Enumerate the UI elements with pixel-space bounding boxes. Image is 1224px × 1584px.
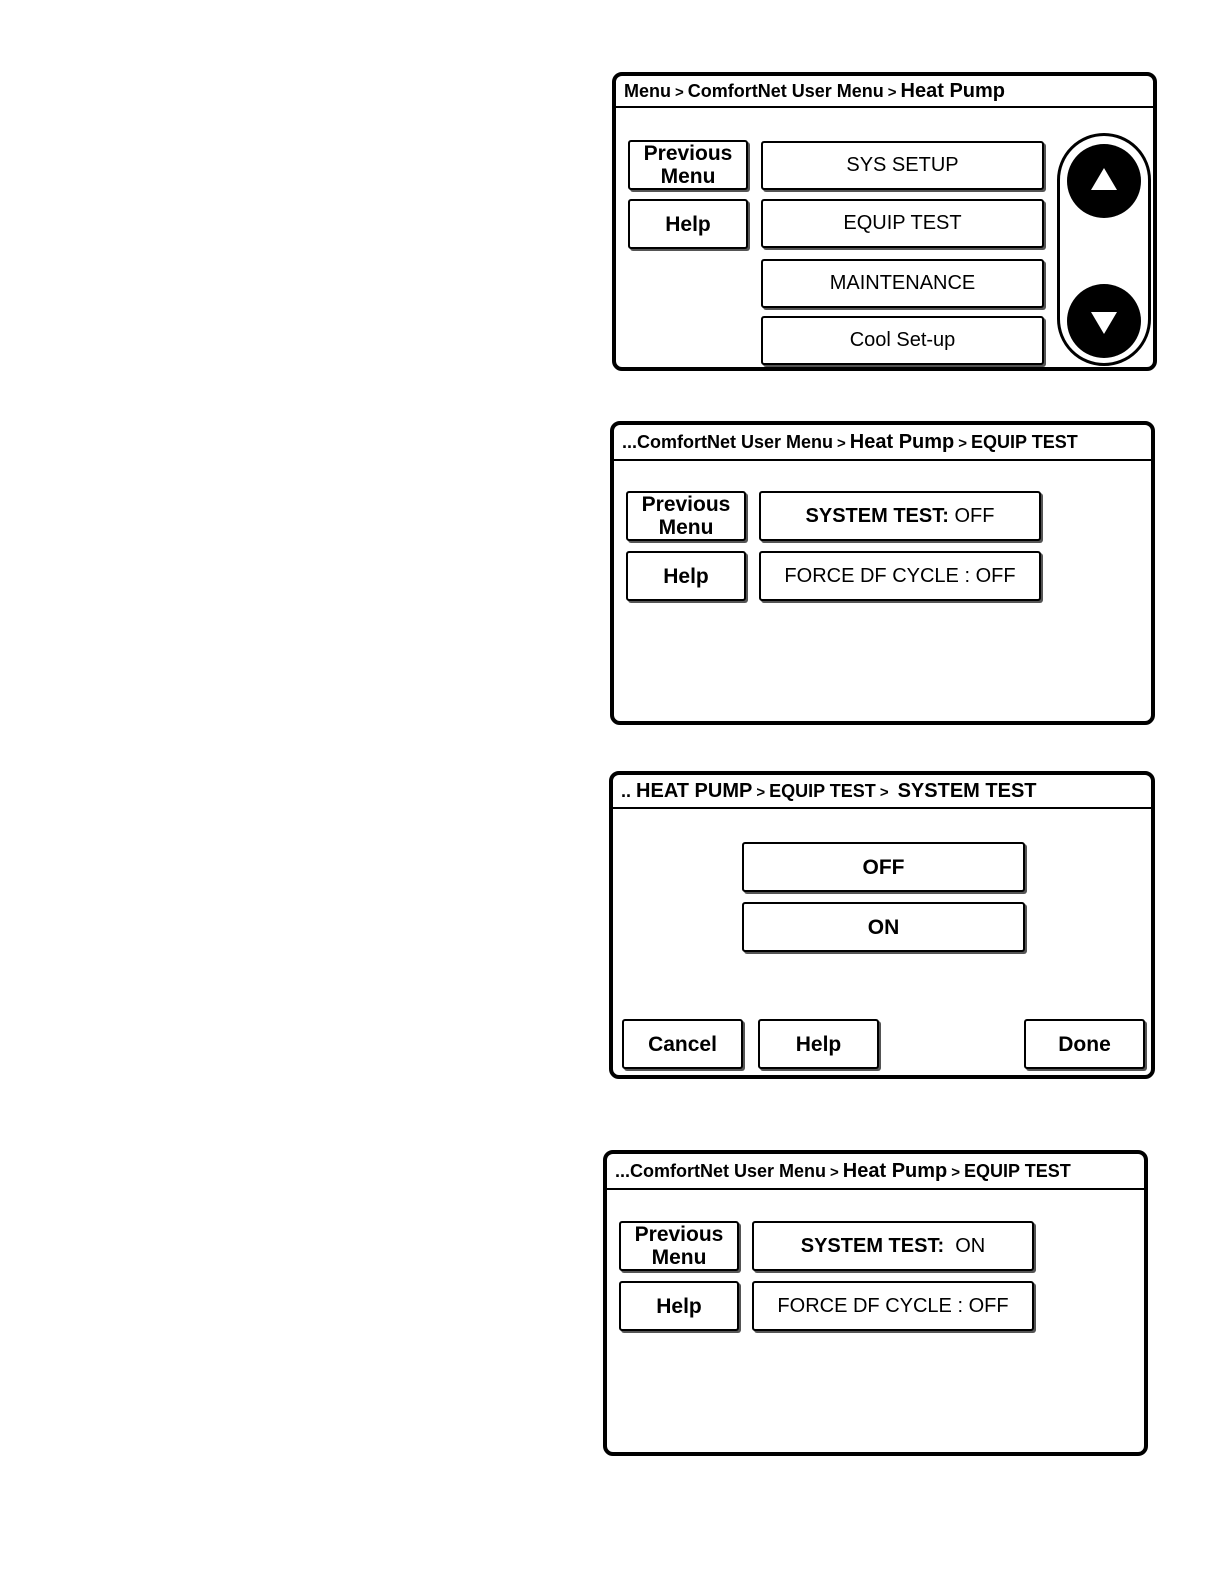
previous-menu-button[interactable] [628,140,748,190]
breadcrumb-comfortnet-user-menu[interactable]: ComfortNet User Menu [687,81,884,101]
previous-menu-label-line2: Menu [658,516,714,539]
equip-test-screen-off [610,421,1155,725]
cancel-button[interactable] [622,1019,743,1069]
previous-menu-label-line1: Previous [643,142,733,165]
breadcrumb [614,425,1151,461]
force-df-cycle-label: FORCE DF CYCLE : [784,564,970,587]
equip-test-button[interactable] [761,199,1044,248]
previous-menu-label-line1: Previous [634,1223,724,1246]
help-button[interactable] [626,551,746,601]
force-df-cycle-value: OFF [968,1294,1009,1317]
system-test-button[interactable] [759,491,1041,541]
system-test-label: SYSTEM TEST: [805,504,949,527]
breadcrumb-heat-pump[interactable]: HEAT PUMP [636,780,753,802]
breadcrumb-menu[interactable]: Menu [624,81,671,101]
triangle-up-icon [1091,168,1117,190]
breadcrumb [613,775,1151,809]
breadcrumb-ellipsis: .. [621,781,632,801]
breadcrumb-separator: > [830,1164,839,1181]
cancel-label: Cancel [648,1032,717,1056]
breadcrumb-separator: > [837,435,846,452]
scroll-track [1057,133,1151,366]
breadcrumb-separator: > [887,84,897,101]
triangle-down-icon [1091,312,1117,334]
on-option-button[interactable] [742,902,1025,952]
help-label: Help [665,212,711,236]
heat-pump-menu-screen [612,72,1157,371]
breadcrumb-separator: > [756,784,766,801]
cool-setup-label: Cool Set-up [849,329,956,351]
force-df-cycle-button[interactable] [752,1281,1034,1331]
breadcrumb-comfortnet-user-menu[interactable]: ...ComfortNet User Menu [615,1161,827,1181]
sys-setup-label: SYS SETUP [846,154,959,176]
previous-menu-label-line2: Menu [660,165,716,188]
system-test-label: SYSTEM TEST: [800,1234,945,1257]
equip-test-screen-on [603,1150,1148,1456]
maintenance-button[interactable] [761,259,1044,308]
off-option-label: OFF [862,855,905,879]
off-option-button[interactable] [742,842,1025,892]
scroll-up-button[interactable] [1067,144,1141,218]
equip-test-label: EQUIP TEST [843,212,962,234]
breadcrumb-equip-test: EQUIP TEST [964,1161,1071,1181]
scroll-down-button[interactable] [1067,284,1141,358]
force-df-cycle-label: FORCE DF CYCLE : [777,1294,963,1317]
force-df-cycle-button[interactable] [759,551,1041,601]
breadcrumb-equip-test: EQUIP TEST [971,432,1078,452]
breadcrumb-heat-pump[interactable]: Heat Pump [849,431,955,453]
system-test-value: OFF [954,504,995,527]
breadcrumb-heat-pump[interactable]: Heat Pump [842,1160,948,1182]
done-label: Done [1058,1032,1111,1056]
help-label: Help [795,1032,842,1056]
maintenance-label: MAINTENANCE [829,272,976,294]
previous-menu-button[interactable] [619,1221,739,1271]
cool-setup-button[interactable] [761,316,1044,365]
force-df-cycle-value: OFF [975,564,1016,587]
breadcrumb-comfortnet-user-menu[interactable]: ...ComfortNet User Menu [622,432,834,452]
help-button[interactable] [619,1281,739,1331]
system-test-value: ON [955,1234,986,1257]
done-button[interactable] [1024,1019,1145,1069]
previous-menu-label-line1: Previous [641,493,731,516]
help-button[interactable] [758,1019,879,1069]
previous-menu-button[interactable] [626,491,746,541]
breadcrumb [616,76,1153,108]
breadcrumb-separator: > [675,84,684,101]
system-test-button[interactable] [752,1221,1034,1271]
breadcrumb [607,1154,1144,1190]
breadcrumb-separator: > [951,1164,961,1181]
breadcrumb-separator: > [879,784,889,801]
breadcrumb-separator: > [958,435,968,452]
breadcrumb-system-test: SYSTEM TEST [897,780,1037,802]
breadcrumb-heat-pump: Heat Pump [900,80,1006,102]
help-label: Help [656,1294,702,1318]
on-option-label: ON [867,915,900,939]
sys-setup-button[interactable] [761,141,1044,190]
system-test-screen [609,771,1155,1079]
help-button[interactable] [628,199,748,249]
help-label: Help [663,564,709,588]
breadcrumb-equip-test[interactable]: EQUIP TEST [769,781,876,801]
previous-menu-label-line2: Menu [651,1246,707,1269]
